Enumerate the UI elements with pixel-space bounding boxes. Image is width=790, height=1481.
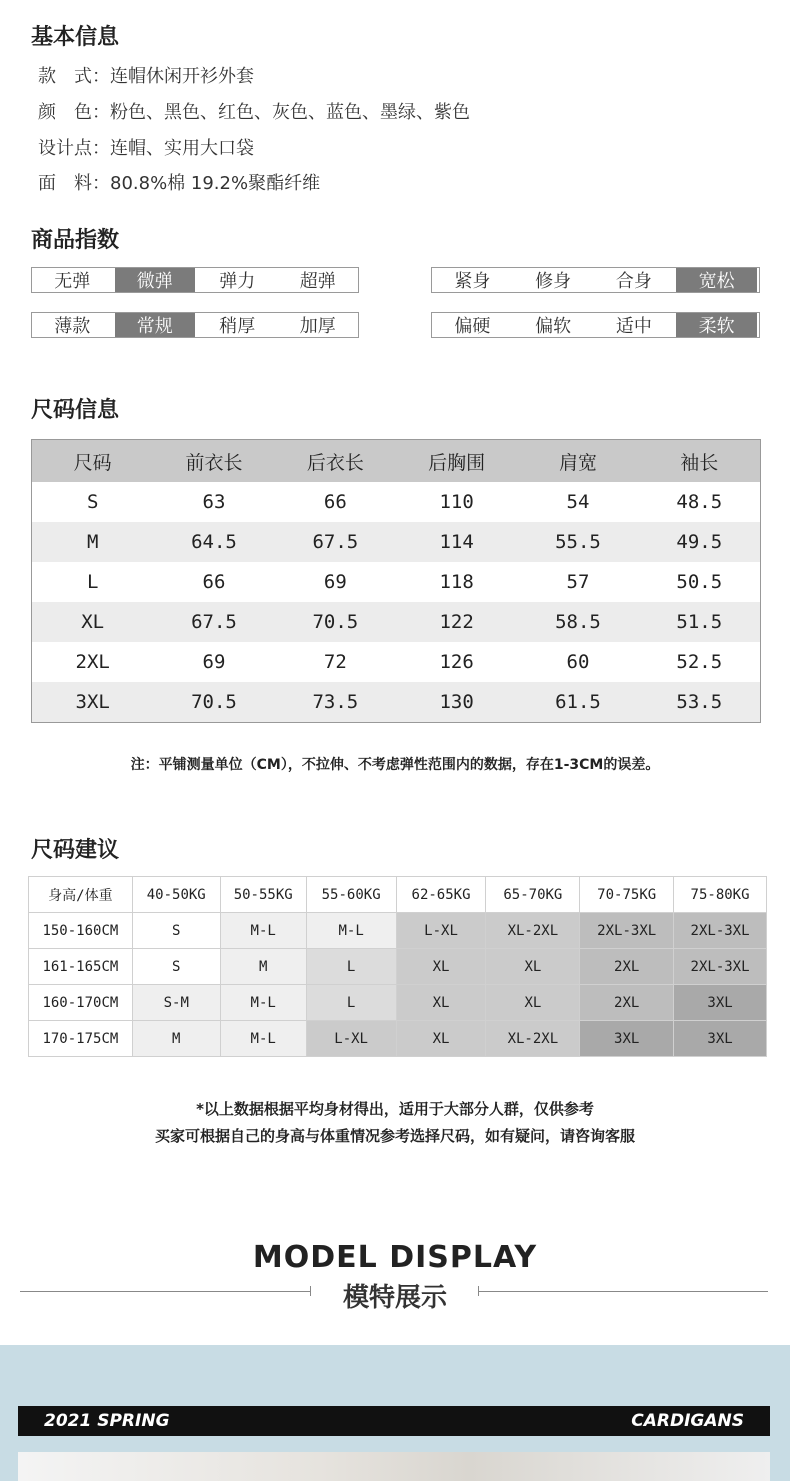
basic-info-value: 80.8%棉 19.2%聚酯纤维 (110, 173, 321, 194)
advice-size-cell: XL-2XL (486, 913, 580, 949)
basic-info-row (38, 169, 320, 195)
elasticity-option: 无弹 (54, 271, 91, 292)
table-row (29, 1021, 767, 1057)
thickness-option: 加厚 (299, 316, 336, 337)
size-table-cell: 122 (439, 611, 474, 633)
elasticity-scale (31, 267, 359, 293)
table-row (32, 642, 760, 682)
advice-size-cell: M (132, 1021, 220, 1057)
size-table-cell: 60 (566, 651, 590, 673)
table-row (32, 562, 760, 602)
size-table-cell: 55.5 (555, 531, 601, 553)
advice-height-cell: 170-175CM (29, 1021, 133, 1057)
size-table-cell: 67.5 (312, 531, 359, 553)
softness-option: 偏软 (535, 316, 572, 337)
advice-header-cell: 55-60KG (306, 877, 396, 913)
size-table-cell: 114 (439, 531, 474, 553)
advice-size-cell: S (132, 913, 220, 949)
advice-size-cell: 2XL (580, 985, 674, 1021)
advice-size-cell: XL (396, 985, 486, 1021)
size-table-cell: 118 (439, 571, 474, 593)
advice-header-cell: 70-75KG (580, 877, 674, 913)
advice-size-cell: L-XL (396, 913, 486, 949)
advice-size-cell: L-XL (306, 1021, 396, 1057)
advice-header-cell: 75-80KG (674, 877, 767, 913)
thickness-scale (31, 312, 359, 338)
advice-size-cell: XL (396, 1021, 486, 1057)
advice-header-cell: 身高/体重 (29, 877, 133, 913)
size-table-cell: 70.5 (191, 691, 237, 713)
elasticity-option: 超弹 (299, 271, 336, 292)
softness-scale (431, 312, 760, 338)
basic-info-key: 款 式： (38, 66, 110, 87)
basic-info-key: 设计点： (38, 138, 110, 159)
advice-header-cell: 50-55KG (220, 877, 306, 913)
advice-size-cell: L (306, 985, 396, 1021)
advice-size-cell: S-M (132, 985, 220, 1021)
size-table-cell: XL (81, 611, 105, 633)
basic-info-key: 颜 色： (38, 102, 110, 123)
advice-size-cell: M-L (220, 985, 306, 1021)
size-table-cell: L (86, 571, 99, 593)
fit-scale (431, 267, 760, 293)
banner-season-label: 2021 SPRING (44, 1411, 170, 1431)
size-table-cell: 48.5 (676, 491, 723, 513)
table-row (32, 522, 760, 562)
basic-info-row (38, 98, 470, 124)
model-display-subtitle: 模特展示 (342, 1283, 447, 1313)
advice-header-cell: 65-70KG (486, 877, 580, 913)
table-row (29, 949, 767, 985)
size-table-cell: 69 (323, 571, 347, 593)
size-table-header-cell: 前衣长 (185, 451, 243, 474)
size-table-cell: 66 (202, 571, 226, 593)
fit-option: 宽松 (676, 268, 757, 292)
size-table-header-cell: 后衣长 (306, 451, 364, 474)
advice-size-cell: XL (486, 985, 580, 1021)
model-banner-bar (18, 1406, 770, 1436)
size-info-table (31, 439, 761, 723)
basic-info-value: 连帽休闲开衫外套 (110, 66, 254, 87)
advice-height-cell: 160-170CM (29, 985, 133, 1021)
size-table-cell: S (86, 491, 99, 513)
size-table-cell: 72 (323, 651, 347, 673)
size-table-cell: 51.5 (676, 611, 723, 633)
advice-height-cell: 150-160CM (29, 913, 133, 949)
table-row (29, 913, 767, 949)
advice-size-cell: M-L (220, 913, 306, 949)
basic-info-title: 基本信息 (31, 25, 120, 50)
basic-info-value: 连帽、实用大口袋 (110, 138, 254, 159)
size-table-cell: 110 (439, 491, 474, 513)
elasticity-option: 弹力 (219, 271, 256, 292)
basic-info-value: 粉色、黑色、红色、灰色、蓝色、墨绿、紫色 (110, 102, 470, 123)
size-table-cell: 126 (439, 651, 474, 673)
advice-header-cell: 62-65KG (396, 877, 486, 913)
thickness-option: 稍厚 (219, 316, 256, 337)
thickness-option: 薄款 (54, 316, 91, 337)
fit-option: 修身 (535, 271, 572, 292)
size-table-cell: 69 (202, 651, 226, 673)
size-table-cell: 58.5 (555, 611, 601, 633)
advice-size-cell: XL (396, 949, 486, 985)
size-table-header (32, 440, 760, 482)
size-advice-note-1: *以上数据根据平均身材得出，适用于大部分人群，仅供参考 (196, 1100, 594, 1118)
elasticity-option: 微弹 (115, 268, 196, 292)
softness-option: 柔软 (676, 313, 757, 337)
basic-info-row (38, 134, 254, 160)
size-table-cell: 57 (566, 571, 590, 593)
size-table-header-cell: 尺码 (73, 451, 112, 474)
model-photo-top (18, 1452, 770, 1481)
size-table-cell: 53.5 (676, 691, 723, 713)
advice-size-cell: M-L (306, 913, 396, 949)
size-advice-table (28, 876, 767, 1057)
table-row (32, 482, 760, 522)
size-table-cell: 49.5 (676, 531, 723, 553)
fit-option: 合身 (615, 271, 652, 292)
size-advice-title: 尺码建议 (31, 838, 120, 863)
size-table-cell: 130 (439, 691, 474, 713)
size-table-cell: 61.5 (555, 691, 601, 713)
softness-option: 偏硬 (454, 316, 491, 337)
size-table-cell: 63 (202, 491, 226, 513)
advice-size-cell: XL (486, 949, 580, 985)
advice-size-cell: 2XL-3XL (674, 949, 767, 985)
basic-info-key: 面 料： (38, 173, 110, 194)
size-table-cell: 52.5 (676, 651, 723, 673)
advice-size-cell: L (306, 949, 396, 985)
size-table-cell: 64.5 (191, 531, 237, 553)
advice-size-cell: M-L (220, 1021, 306, 1057)
advice-size-cell: M (220, 949, 306, 985)
advice-size-cell: S (132, 949, 220, 985)
size-table-header-cell: 肩宽 (558, 451, 597, 474)
advice-height-cell: 161-165CM (29, 949, 133, 985)
banner-category-label: CARDIGANS (631, 1411, 744, 1431)
size-table-header-cell: 后胸围 (428, 451, 486, 474)
size-table-cell: 66 (323, 491, 347, 513)
basic-info-row (38, 62, 254, 88)
advice-table-header (29, 877, 767, 913)
table-row (32, 602, 760, 642)
advice-header-cell: 40-50KG (132, 877, 220, 913)
advice-size-cell: 3XL (674, 1021, 767, 1057)
size-table-header-cell: 袖长 (680, 451, 719, 474)
size-table-cell: M (86, 531, 99, 553)
size-table-cell: 73.5 (312, 691, 359, 713)
softness-option: 适中 (615, 316, 652, 337)
model-display-title: MODEL DISPLAY (252, 1240, 538, 1275)
size-info-title: 尺码信息 (31, 398, 120, 423)
size-table-cell: 2XL (75, 651, 110, 673)
table-row (32, 682, 760, 722)
size-advice-note-2: 买家可根据自己的身高与体重情况参考选择尺码，如有疑问，请咨询客服 (154, 1127, 635, 1145)
size-table-cell: 50.5 (676, 571, 723, 593)
size-table-cell: 70.5 (312, 611, 359, 633)
advice-size-cell: 2XL-3XL (674, 913, 767, 949)
advice-size-cell: XL-2XL (486, 1021, 580, 1057)
advice-size-cell: 2XL (580, 949, 674, 985)
size-table-cell: 3XL (75, 691, 110, 713)
advice-size-cell: 3XL (674, 985, 767, 1021)
size-table-cell: 54 (566, 491, 590, 513)
advice-size-cell: 2XL-3XL (580, 913, 674, 949)
size-table-cell: 67.5 (191, 611, 237, 633)
thickness-option: 常规 (115, 313, 196, 337)
size-info-note: 注：平铺测量单位（CM），不拉伸、不考虑弹性范围内的数据，存在1-3CM的误差。 (130, 757, 660, 773)
table-row (29, 985, 767, 1021)
advice-size-cell: 3XL (580, 1021, 674, 1057)
fit-option: 紧身 (454, 271, 491, 292)
product-index-title: 商品指数 (31, 228, 120, 253)
